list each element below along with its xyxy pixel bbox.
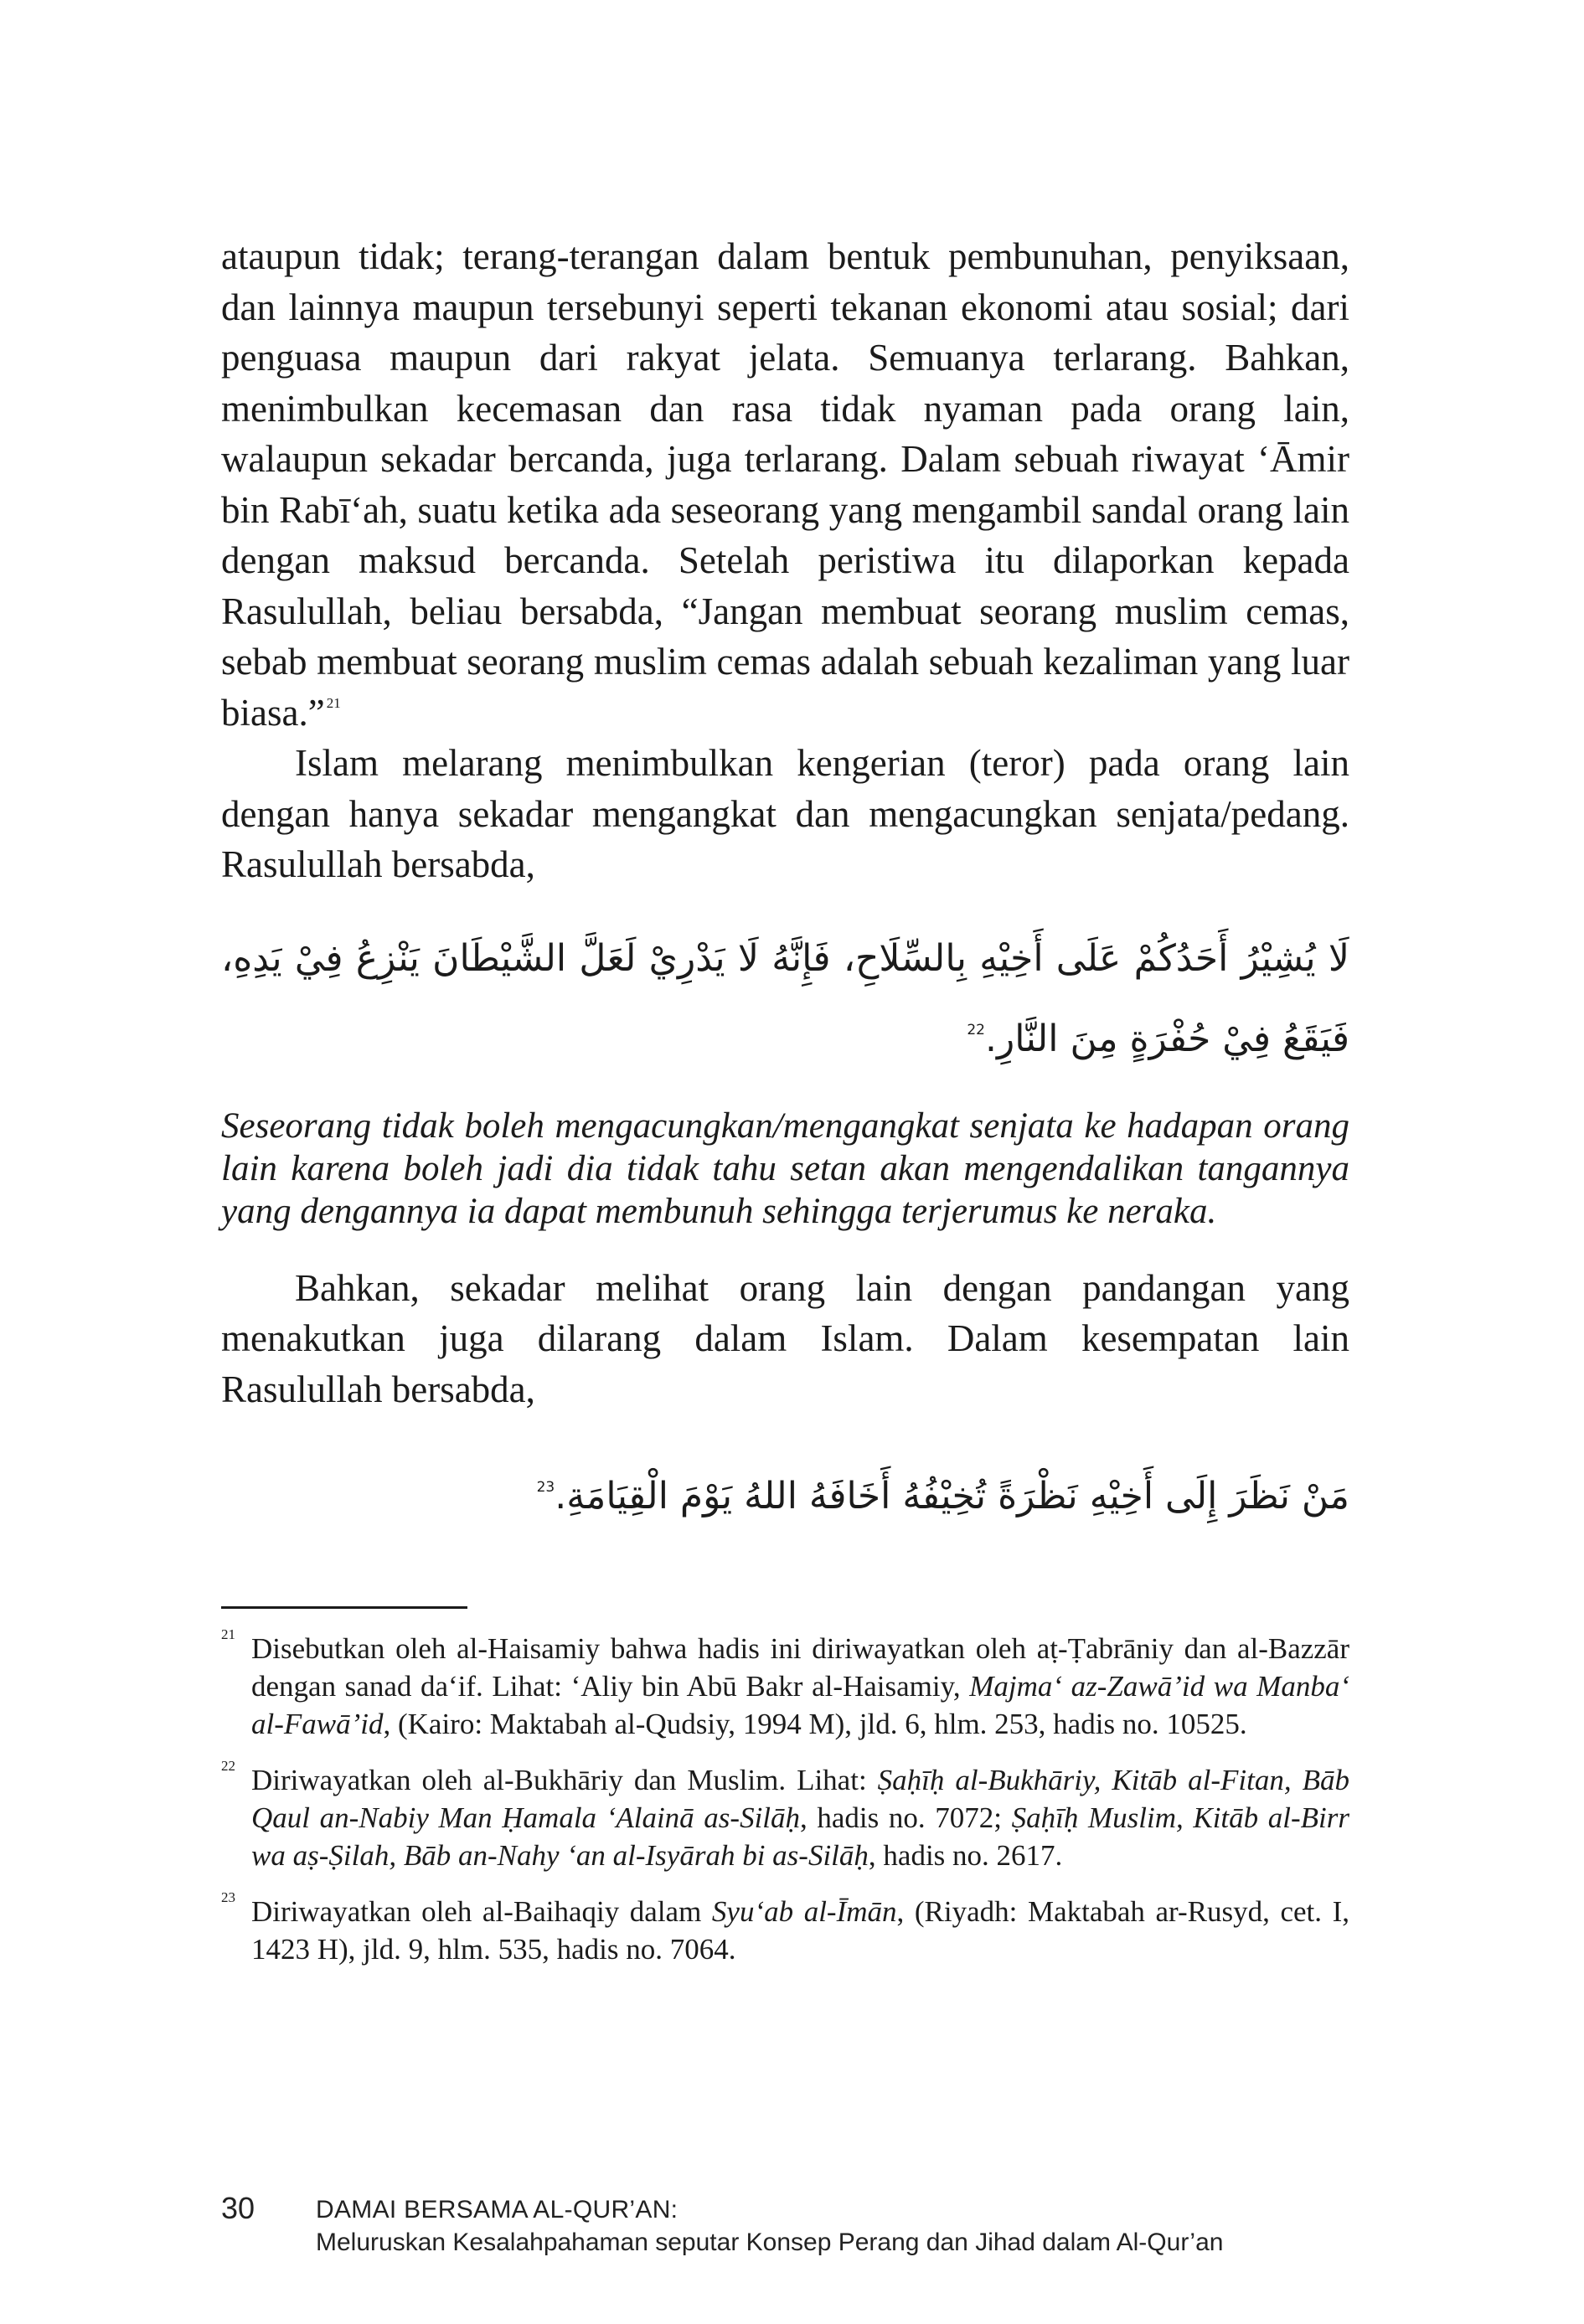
arabic-hadith-2 bbox=[221, 1456, 1349, 1537]
arabic-hadith-2-text: مَنْ نَظَرَ إِلَى أَخِيْهِ نَظْرَةً تُخِيْفُهُ أَخَافَهُ اللهُ يَوْمَ الْقِيَامَةِ. bbox=[555, 1475, 1349, 1518]
footnote-number: 21 bbox=[221, 1626, 235, 1642]
footnote-number: 23 bbox=[221, 1889, 235, 1905]
footnote-ref-21: 21 bbox=[326, 694, 341, 711]
footnote-text: , hadis no. 7072; bbox=[800, 1801, 1012, 1834]
hadith-translation: Seseorang tidak boleh mengacungkan/mengangkat senjata ke hadapan orang lain karena boleh jadi dia tidak tahu setan akan mengendalikan tangannya yang dengannya ia dapat membunuh sehingga terjerumus ke neraka. bbox=[221, 1105, 1349, 1231]
footnote-italic-title: Syu‘ab al-Īmān bbox=[711, 1895, 897, 1928]
running-subtitle: Meluruskan Kesalahpahaman seputar Konsep Perang dan Jihad dalam Al-Qur’an bbox=[316, 2229, 1224, 2256]
footnote-23 bbox=[221, 1889, 1349, 1968]
footnote-21 bbox=[221, 1626, 1349, 1743]
footnote-ref-22: 22 bbox=[967, 1021, 985, 1038]
footnotes bbox=[221, 1626, 1349, 1986]
footnote-italic-title: Majma‘ az-Zawā’id wa Manba‘ al-Fawā’id bbox=[251, 1670, 1349, 1740]
arabic-hadith-1 bbox=[221, 919, 1349, 1080]
footnote-separator bbox=[221, 1606, 467, 1609]
footnote-italic-title: Ṣaḥīḥ Muslim, Kitāb al-Birr wa aṣ-Ṣilah, Bāb an-Nahy ‘an al-Isyārah bi as-Silāḥ bbox=[251, 1801, 1349, 1872]
page-number: 30 bbox=[221, 2191, 255, 2225]
paragraph-1 bbox=[221, 231, 1349, 738]
running-title: DAMAI BERSAMA AL-QUR’AN: bbox=[316, 2196, 678, 2224]
book-page bbox=[221, 0, 1349, 2324]
paragraph-2: Islam melarang menimbulkan kengerian (teror) pada orang lain dengan hanya sekadar mengangkat dan mengacungkan senjata/pedang. Rasulullah bersabda, bbox=[221, 742, 1349, 885]
footnote-number: 22 bbox=[221, 1758, 235, 1774]
main-text bbox=[221, 231, 1349, 1537]
footnote-22 bbox=[221, 1758, 1349, 1874]
footnote-text: Diriwayatkan oleh al-Bukhāriy dan Muslim. Lihat: bbox=[251, 1764, 878, 1796]
footnote-italic-title: Ṣaḥīḥ al-Bukhāriy, Kitāb al-Fitan, Bāb Qaul an-Nabiy Man Ḥamala ‘Alainā as-Silāḥ bbox=[251, 1764, 1349, 1834]
footnote-text: , hadis no. 2617. bbox=[868, 1839, 1063, 1872]
footnote-text: Diriwayatkan oleh al-Baihaqiy dalam bbox=[251, 1895, 712, 1928]
footnote-text: , (Riyadh: Maktabah ar-Rusyd, cet. I, 1423 H), jld. 9, hlm. 535, hadis no. 7064. bbox=[251, 1895, 1349, 1966]
footnote-ref-23: 23 bbox=[536, 1479, 555, 1496]
footnote-text: , (Kairo: Maktabah al-Qudsiy, 1994 M), jld. 6, hlm. 253, hadis no. 10525. bbox=[383, 1708, 1247, 1740]
arabic-hadith-1-text: لَا يُشِيْرُ أَحَدُكُمْ عَلَى أَخِيْهِ بِالسِّلَاحِ، فَإِنَّهُ لَا يَدْرِيْ لَعَلَّ الشَّيْطَانَ يَنْزِعُ فِيْ يَدِهِ، فَيَقَعُ فِيْ حُفْرَةٍ مِنَ النَّارِ. bbox=[221, 936, 1349, 1060]
paragraph-3: Bahkan, sekadar melihat orang lain dengan pandangan yang menakutkan juga dilarang dalam Islam. Dalam kesempatan lain Rasulullah bersabda, bbox=[221, 1266, 1349, 1410]
footnote-text: Disebutkan oleh al-Haisamiy bahwa hadis ini diriwayatkan oleh aṭ-Ṭabrāniy dan al-Bazzār dengan sanad da‘if. Lihat: ‘Aliy bin Abū Bakr al-Haisamiy, bbox=[251, 1632, 1349, 1703]
paragraph-1-text: ataupun tidak; terang-terangan dalam bentuk pembunuhan, penyiksaan, dan lainnya maupun tersebunyi seperti tekanan ekonomi atau sosial; dari penguasa maupun dari rakyat jelata. Semuanya terlarang. Bahkan, menimbulkan kecemasan dan rasa tidak nyaman pada orang lain, walaupun sekadar bercanda, juga terlarang. Dalam sebuah riwayat ‘Āmir bin Rabī‘ah, suatu ketika ada seseorang yang mengambil sandal orang lain dengan maksud bercanda. Setelah peristiwa itu dilaporkan kepada Rasulullah, beliau bersabda, “Jangan membuat seorang muslim cemas, sebab membuat seorang muslim cemas adalah sebuah kezaliman yang luar biasa.” bbox=[221, 235, 1349, 734]
